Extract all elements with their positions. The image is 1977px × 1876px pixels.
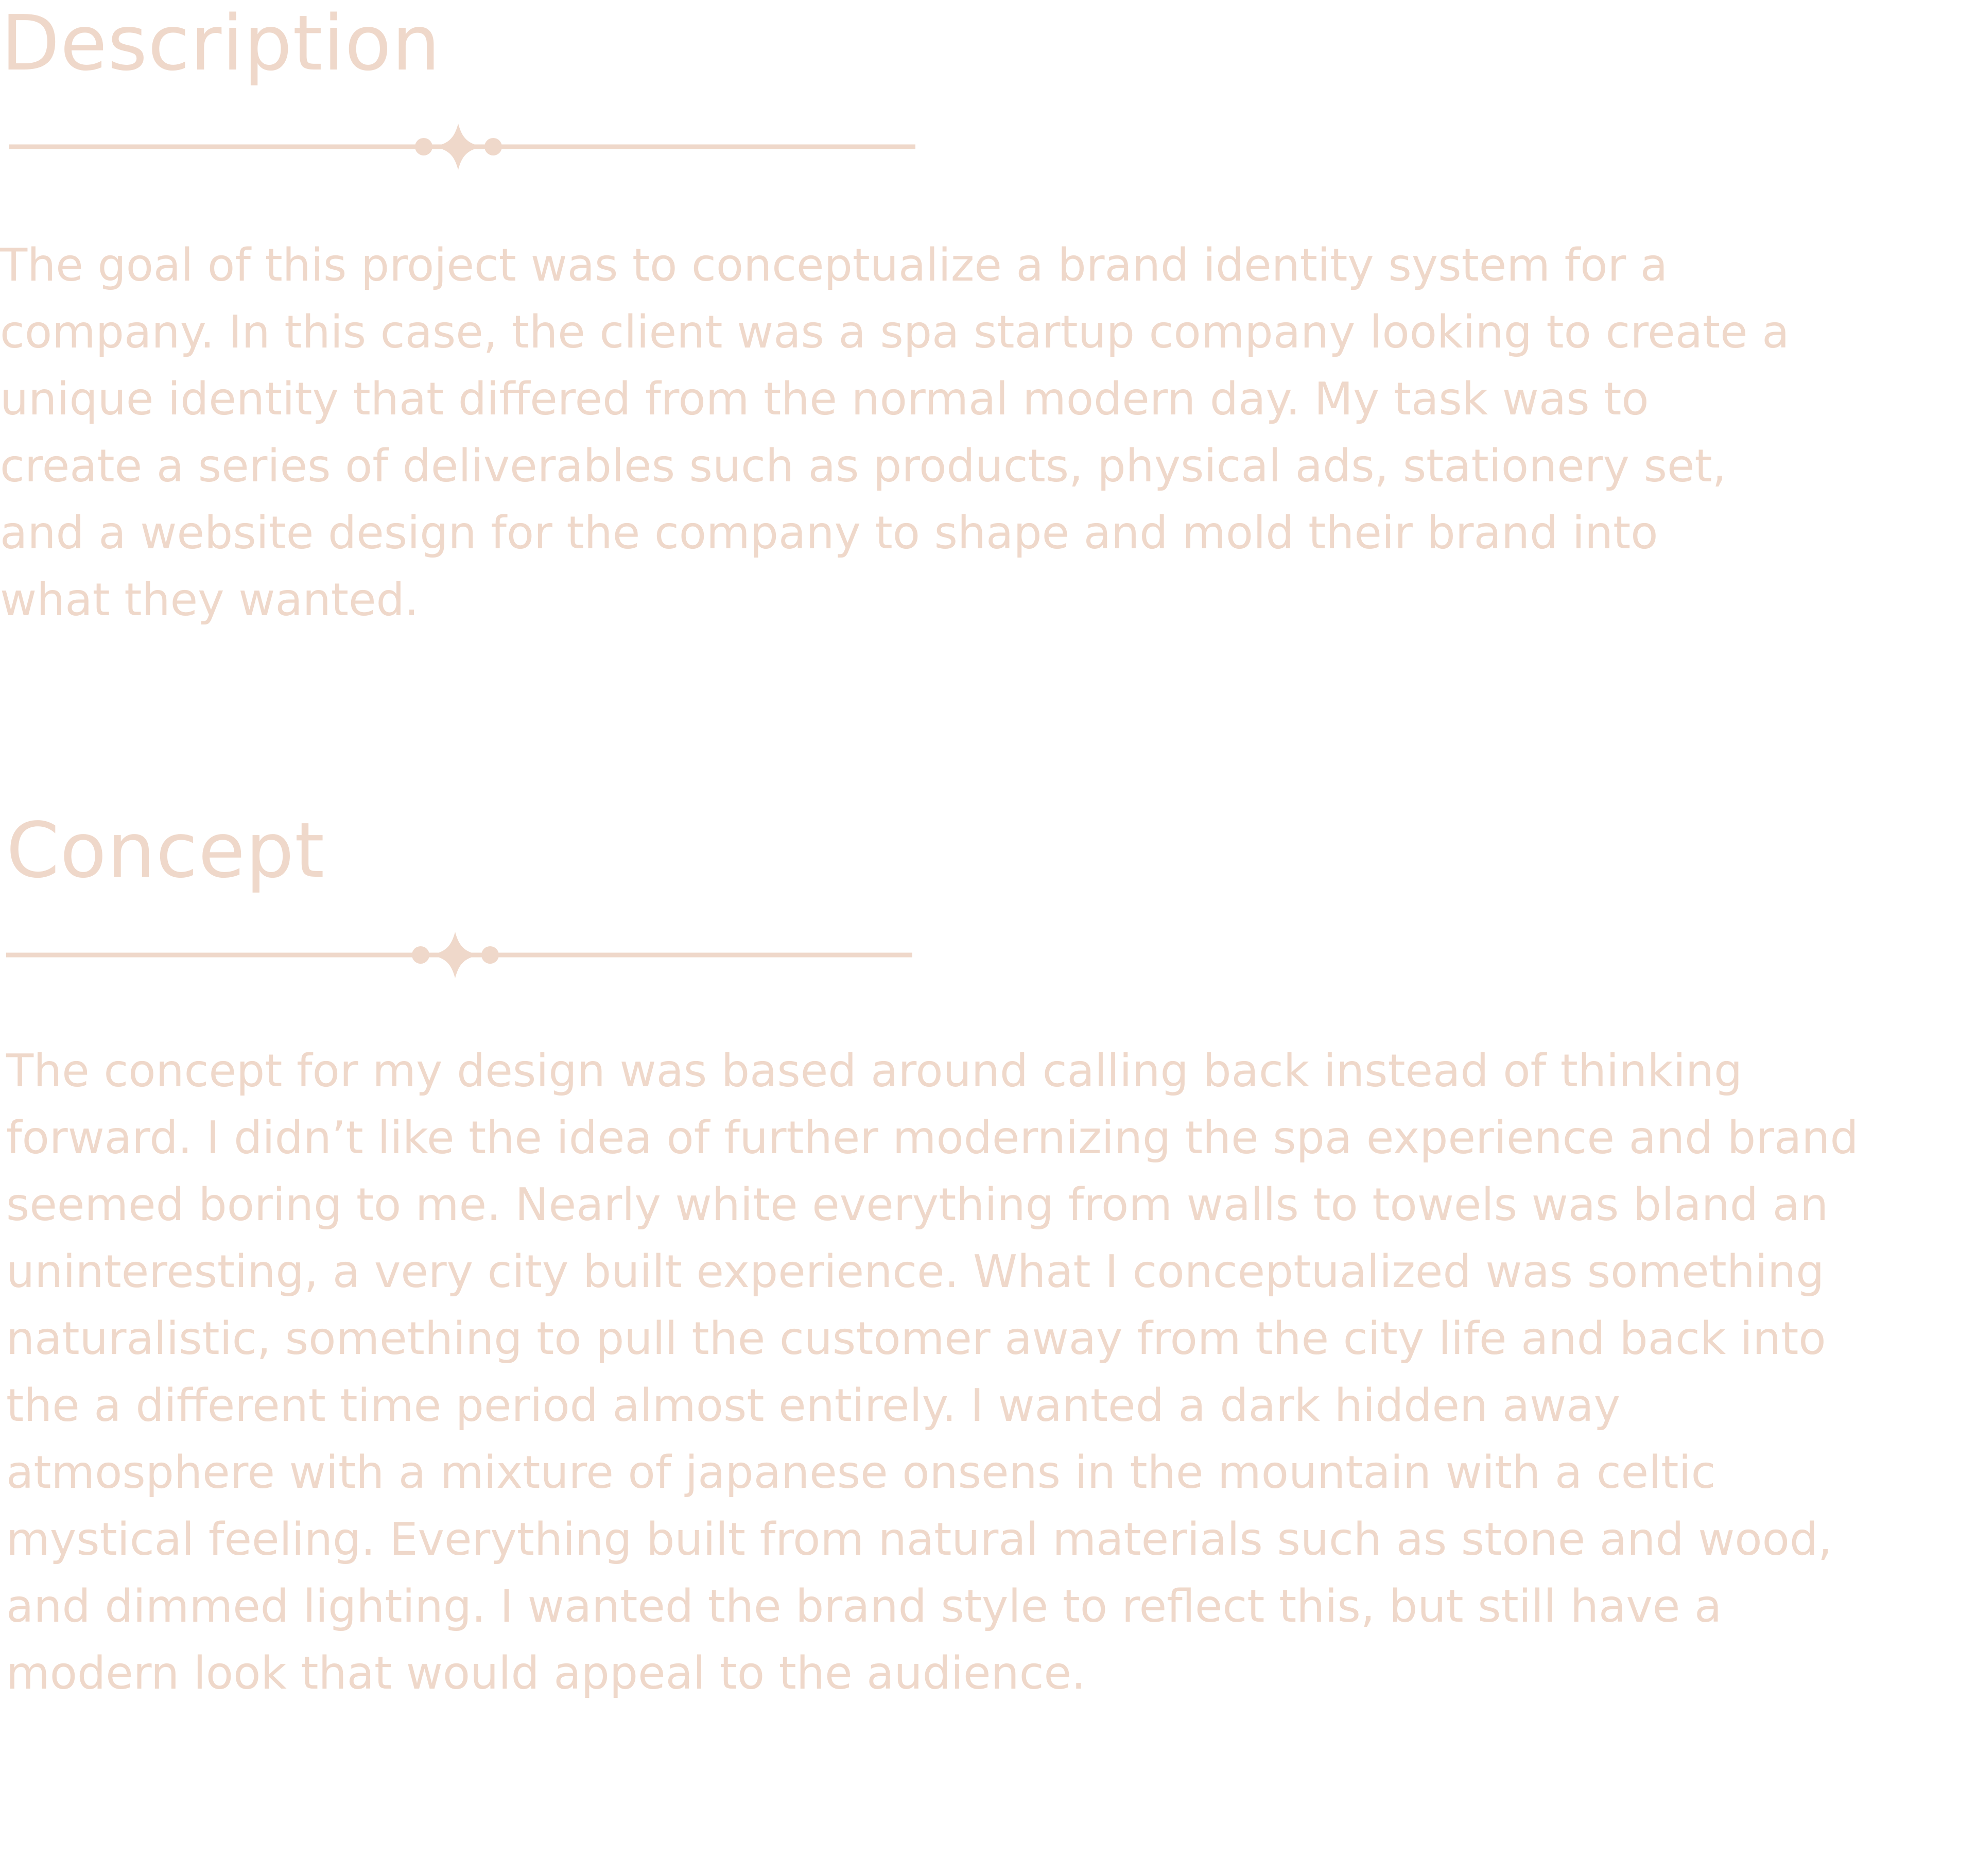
- text-line: company. In this case, the client was a spa startup company looking to create a: [0, 306, 1790, 358]
- text-line: forward. I didn’t like the idea of further modernizing the spa experience and brand: [6, 1111, 1859, 1164]
- section-heading: Description: [1, 0, 441, 88]
- section-heading: Concept: [6, 806, 325, 895]
- text-line: what they wanted.: [0, 574, 419, 626]
- text-line: modern look that would appeal to the audience.: [6, 1647, 1086, 1699]
- text-line: uninteresting, a very city built experience. What I conceptualized was something: [6, 1245, 1825, 1298]
- text-line: create a series of deliverables such as products, physical ads, stationery set,: [0, 440, 1727, 492]
- diamond-ornament-icon: [9, 124, 915, 170]
- text-line: The goal of this project was to conceptualize a brand identity system for a: [0, 239, 1668, 291]
- text-line: and dimmed lighting. I wanted the brand style to reflect this, but still have a: [6, 1580, 1722, 1632]
- text-line: naturalistic, something to pull the customer away from the city life and back into: [6, 1312, 1826, 1365]
- diamond-ornament-icon: [6, 932, 912, 978]
- section-body: [6, 1037, 1859, 1707]
- text-line: unique identity that differed from the normal modern day. My task was to: [0, 373, 1649, 425]
- text-line: the a different time period almost entirely. I wanted a dark hidden away: [6, 1379, 1621, 1432]
- text-line: seemed boring to me. Nearly white everything from walls to towels was bland an: [6, 1178, 1829, 1231]
- text-line: The concept for my design was based around calling back instead of thinking: [6, 1045, 1743, 1097]
- section-body: [0, 232, 1790, 633]
- text-line: mystical feeling. Everything built from natural materials such as stone and wood,: [6, 1513, 1832, 1566]
- text-line: atmosphere with a mixture of japanese onsens in the mountain with a celtic: [6, 1446, 1716, 1499]
- text-line: and a website design for the company to shape and mold their brand into: [0, 507, 1658, 559]
